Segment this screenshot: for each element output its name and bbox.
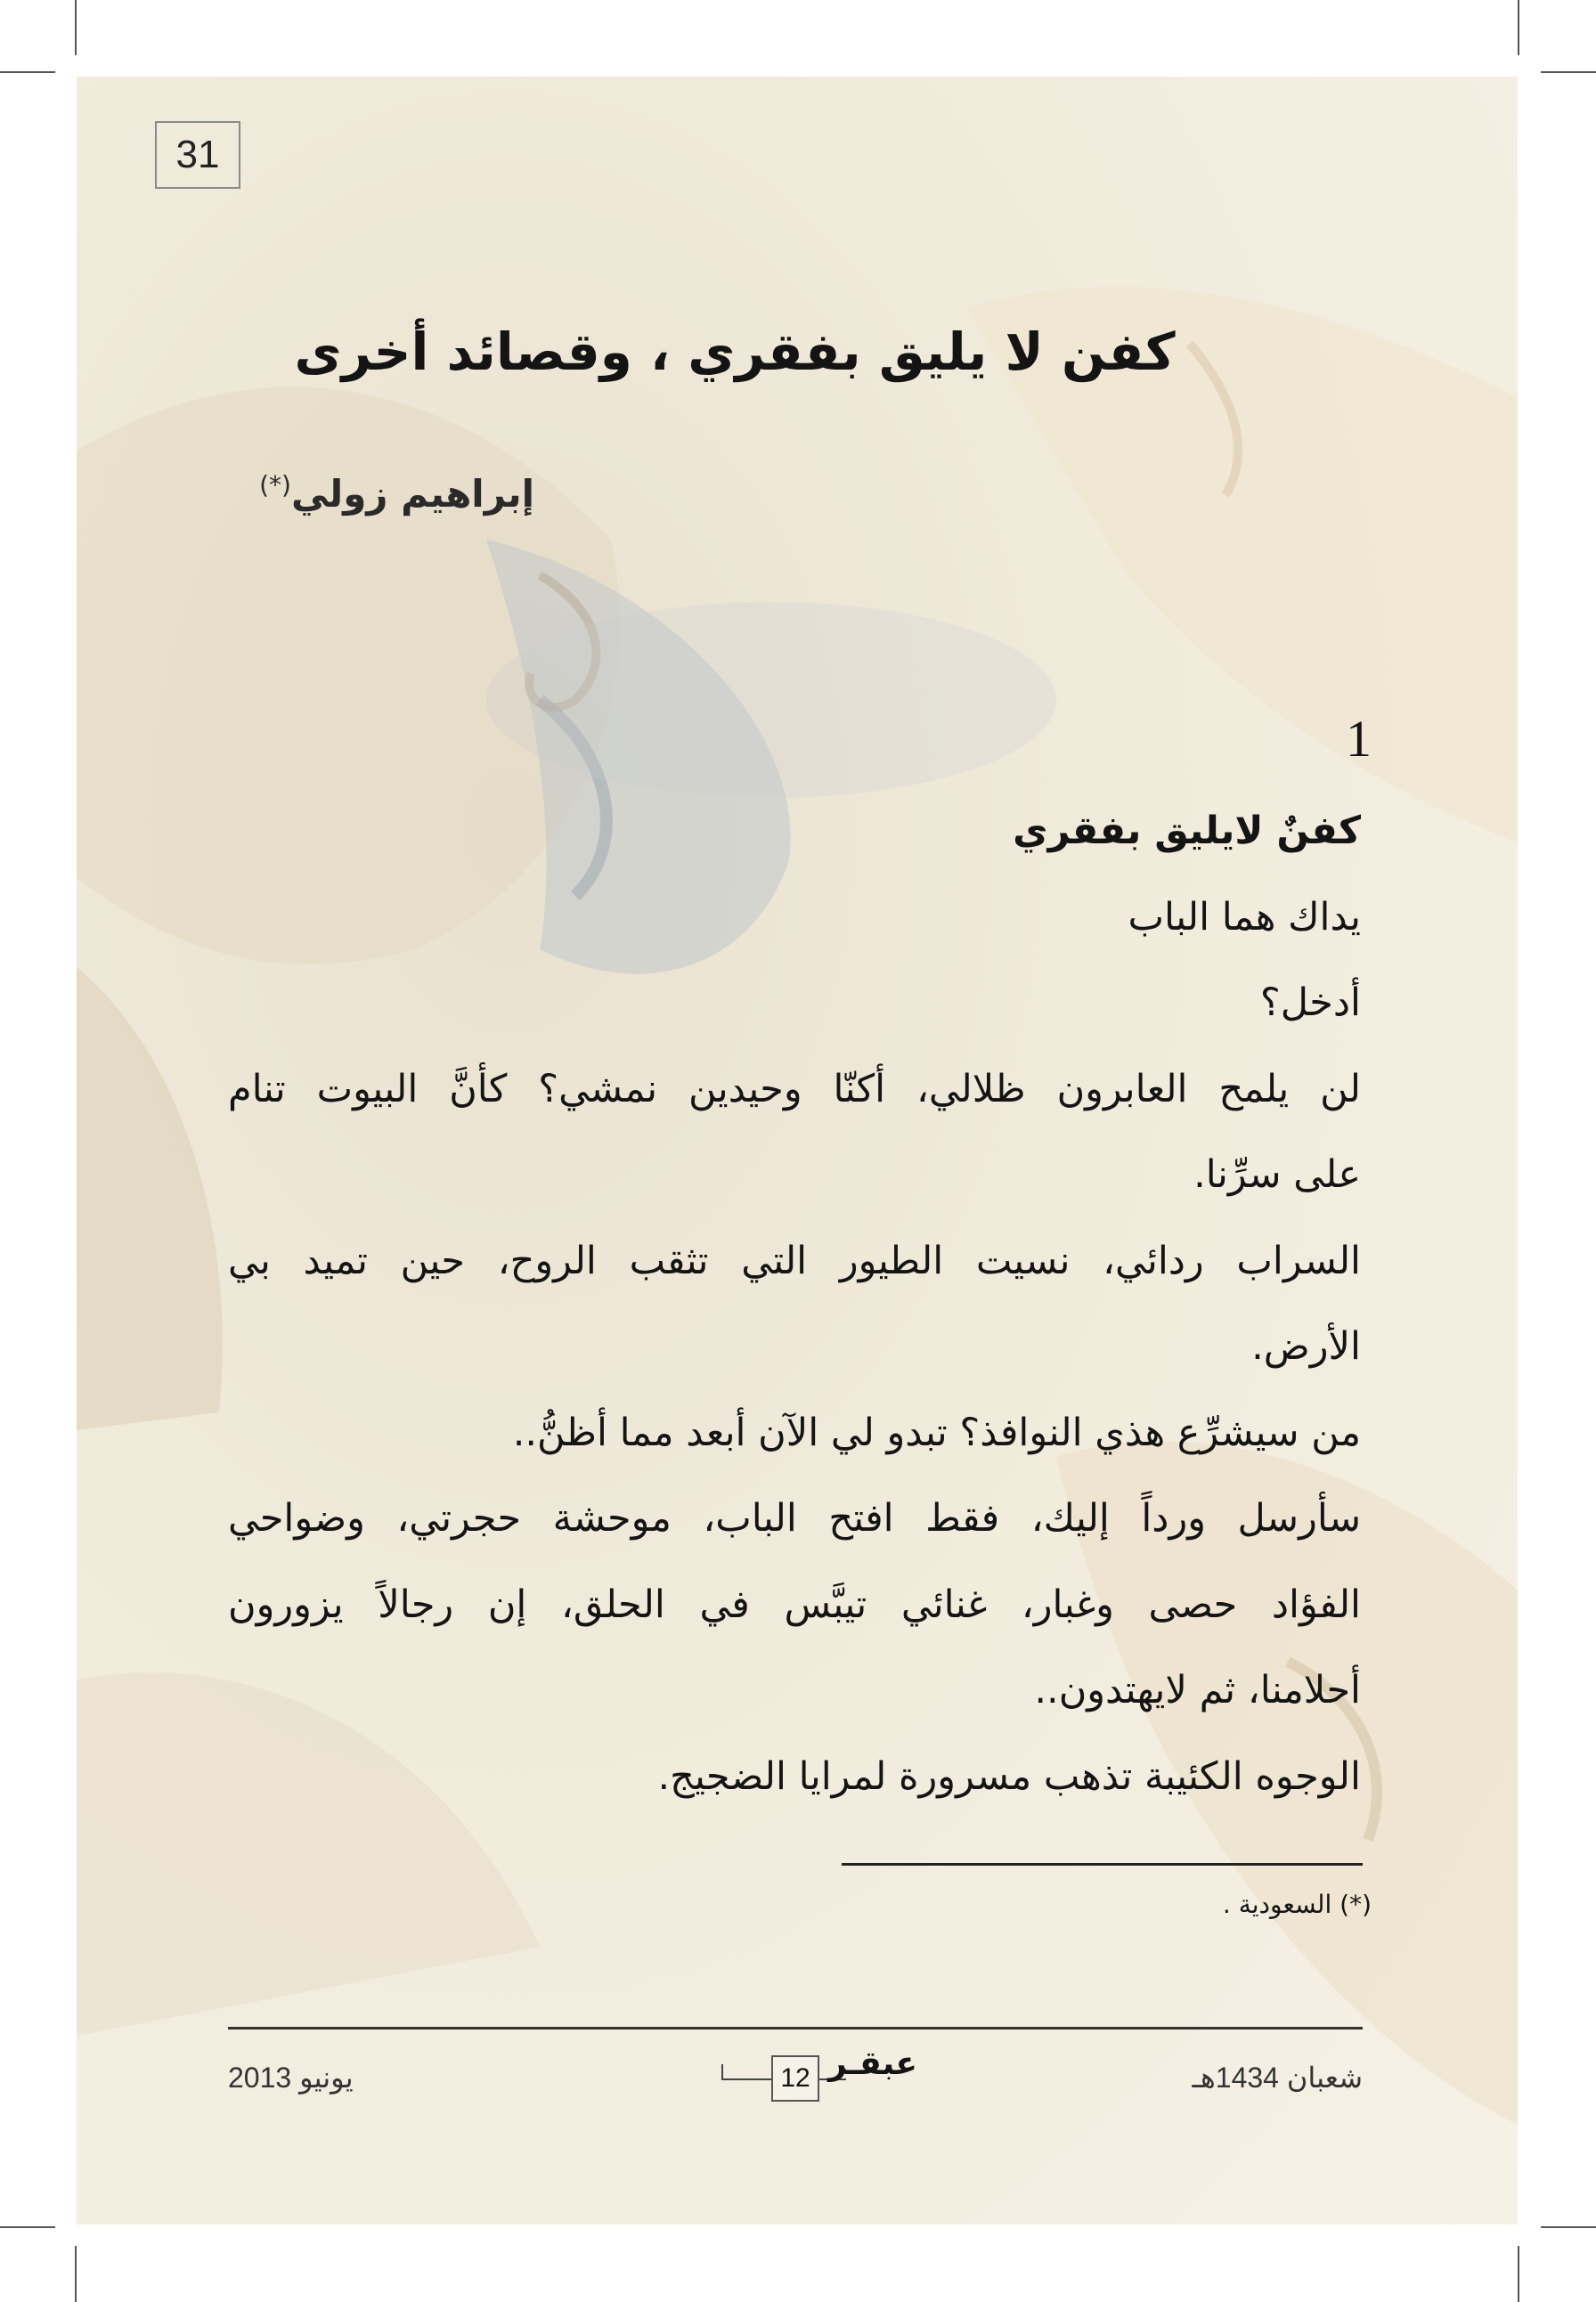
poem-subtitle: كفنٌ لايليق بفقري (1013, 809, 1361, 853)
poem-line: أحلامنا، ثم لايهتدون.. (1034, 1668, 1361, 1712)
footer-divider (228, 2027, 1363, 2030)
footer-page-number: 12 (771, 2055, 819, 2102)
page-number: 31 (155, 121, 240, 189)
footnote: (*) السعودية . (1222, 1890, 1372, 1919)
footnote-divider (842, 1863, 1363, 1866)
footer-date-gregorian: يونيو 2013 (228, 2062, 354, 2094)
footer-date-hijri: شعبان 1434هـ (1192, 2062, 1363, 2094)
author-name: إبراهيم زولي (290, 472, 534, 516)
crop-mark (0, 71, 55, 73)
poem-line: الأرض. (1251, 1324, 1361, 1369)
poem-line: الوجوه الكئيبة تذهب مسرورة لمرايا الضجيج. (657, 1753, 1361, 1799)
poem-line: لن يلمح العابرون ظلالي، أكنّا وحيدين نمشي؟ كأنَّ البيوت تنام (228, 1066, 1361, 1111)
logo-stroke (721, 2078, 771, 2080)
poem-line: على سرِّنا. (1193, 1152, 1361, 1197)
author-byline (214, 445, 534, 525)
crop-mark (0, 2226, 55, 2228)
crop-mark (75, 2246, 77, 2302)
poem-line: من سيشرِّع هذي النوافذ؟ تبدو لي الآن أبعد مما أظنُّ.. (512, 1410, 1361, 1455)
crop-mark (1541, 71, 1596, 73)
section-number: 1 (1346, 710, 1372, 768)
poem-line: يداك هما الباب (1128, 894, 1361, 940)
footer-folio (712, 2039, 926, 2111)
poem-line: سأرسل ورداً إليك، فقط افتح الباب، موحشة حجرتي، وضواحي (228, 1496, 1361, 1541)
poem-body (228, 788, 1361, 1848)
crop-mark (1518, 2246, 1519, 2302)
footnote-marker: (*) (259, 470, 291, 500)
crop-mark (1518, 0, 1519, 55)
crop-mark (1541, 2226, 1596, 2228)
article-title: كفن لا يليق بفقري ، وقصائد أخرى (294, 321, 1176, 382)
poem-line: السراب ردائي، نسيت الطيور التي تثقب الروح، حين تميد بي (228, 1238, 1361, 1283)
crop-mark (75, 0, 77, 55)
poem-line: الفؤاد حصى وغبار، غنائي تيبَّس في الحلق، إن رجالاً يزورون (228, 1582, 1361, 1627)
poem-line: أدخل؟ (1259, 980, 1361, 1025)
magazine-logo: عبقـر (828, 2046, 917, 2082)
